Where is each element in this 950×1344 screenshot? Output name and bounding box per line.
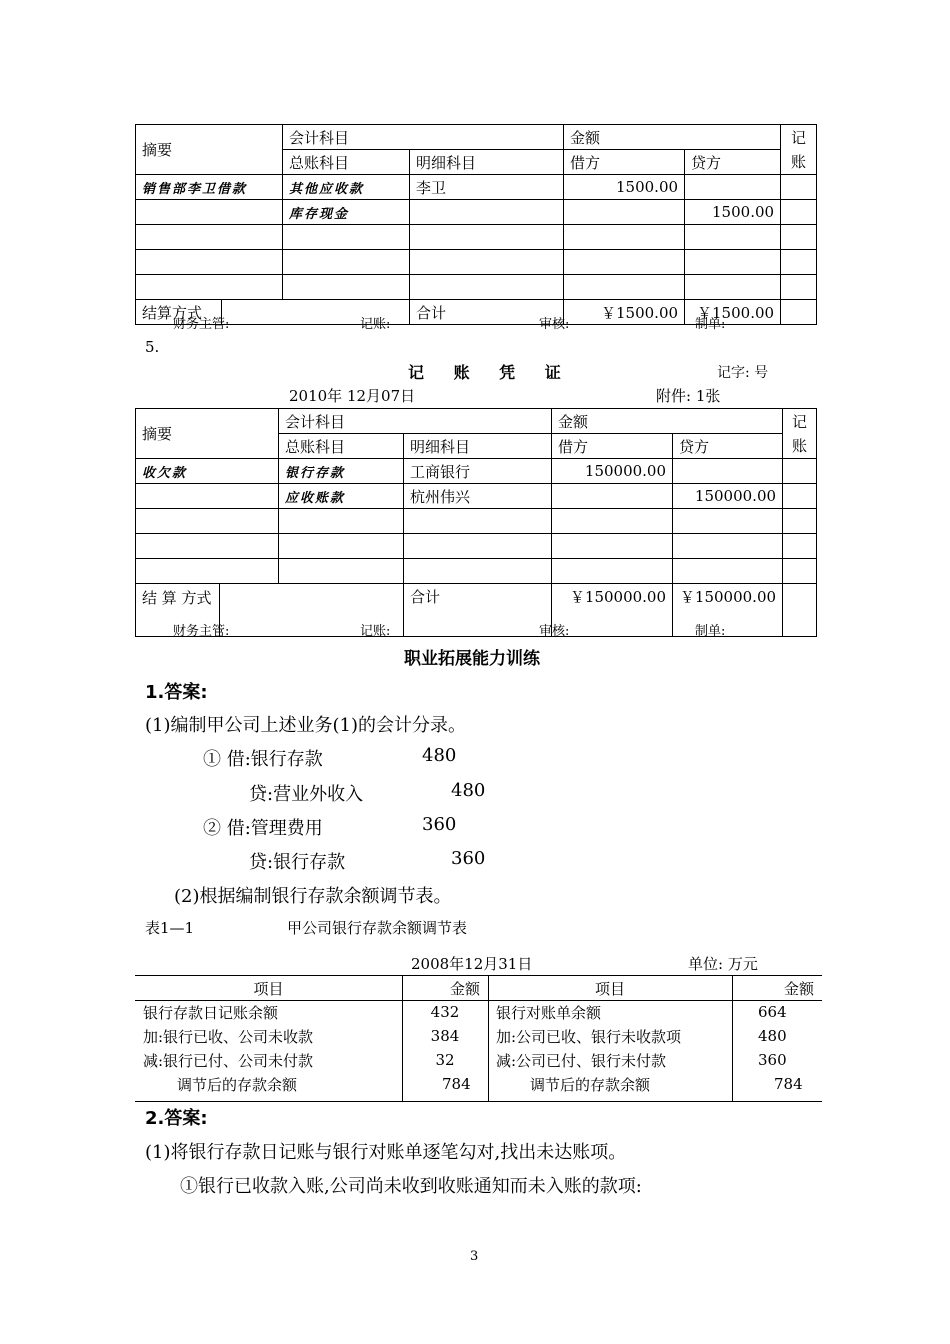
right-amount: 784 (774, 1075, 803, 1093)
row-summary: 销售部李卫借款 (136, 175, 283, 200)
settle-label: 结算方式 (136, 300, 222, 325)
right-amount: 664 (758, 1003, 787, 1021)
total-label: 合计 (410, 300, 564, 325)
empty-row (136, 559, 817, 584)
answer-1-question-2: (2)根据编制银行存款余额调节表。 (174, 886, 452, 907)
table-row (135, 1048, 822, 1072)
detail-account-header: 明细科目 (410, 150, 564, 175)
table-row (136, 175, 817, 200)
page-number: 3 (470, 1249, 479, 1264)
right-item: 减:公司已付、银行未付款 (496, 1051, 667, 1070)
empty-row (136, 509, 817, 534)
summary-header: 摘要 (136, 409, 279, 459)
recon-bottom-rule (135, 1101, 822, 1102)
empty-row (136, 225, 817, 250)
voucher-attachment: 附件: 1张 (656, 387, 721, 405)
row-detail-account (410, 200, 564, 225)
row-credit: 1500.00 (685, 200, 781, 225)
row-summary (136, 200, 283, 225)
entry-1-debit-amount: 480 (422, 745, 457, 766)
general-account-header: 总账科目 (279, 434, 404, 459)
head-amount-right: 金额 (783, 979, 814, 998)
entry-1-debit: ① 借:银行存款 (203, 749, 323, 770)
entry-2-credit-amount: 360 (451, 848, 486, 869)
empty-row (136, 250, 817, 275)
voucher-2-table (135, 408, 817, 637)
answer-2-question-1: (1)将银行存款日记账与银行对账单逐笔勾对,找出未达账项。 (145, 1142, 627, 1163)
voucher-date: 2010年 12月07日 (289, 387, 416, 405)
answer-1-question-1: (1)编制甲公司上述业务(1)的会计分录。 (145, 715, 466, 736)
row-post (781, 200, 817, 225)
entry-1-credit: 贷:营业外收入 (249, 784, 364, 805)
recon-unit: 单位: 万元 (688, 955, 758, 973)
recon-header-row (135, 976, 822, 1000)
entry-2-debit-amount: 360 (422, 814, 457, 835)
answer-2-point-1: ①银行已收款入账,公司尚未收到收账通知而未入账的款项: (180, 1176, 642, 1197)
total-post (781, 300, 817, 325)
item-5-label: 5. (145, 338, 160, 356)
left-amount: 784 (442, 1075, 471, 1093)
row-credit (685, 175, 781, 200)
row-general-account: 其他应收款 (283, 175, 410, 200)
total-debit: ￥150000.00 (552, 584, 673, 637)
row-debit (552, 484, 673, 509)
right-amount: 480 (758, 1027, 787, 1045)
voucher-title: 记 账 凭 证 (408, 363, 573, 382)
right-amount: 360 (758, 1051, 787, 1069)
post-header: 记账 (783, 409, 817, 459)
table-row (136, 459, 817, 484)
credit-header: 贷方 (685, 150, 781, 175)
credit-header: 贷方 (673, 434, 783, 459)
preparer-signature: 制单: (695, 317, 726, 332)
row-debit: 1500.00 (564, 175, 685, 200)
total-credit: ￥150000.00 (673, 584, 783, 637)
row-summary (136, 484, 279, 509)
summary-header: 摘要 (136, 125, 283, 175)
recon-title: 甲公司银行存款余额调节表 (287, 919, 468, 937)
row-detail-account: 工商银行 (404, 459, 552, 484)
amount-header: 金额 (564, 125, 781, 150)
total-credit: ￥1500.00 (685, 300, 781, 325)
preparer-signature: 制单: (695, 624, 726, 639)
head-amount-left: 金额 (449, 979, 480, 998)
entry-2-debit: ② 借:管理费用 (203, 818, 323, 839)
left-amount: 32 (435, 1051, 455, 1069)
general-account-header: 总账科目 (283, 150, 410, 175)
row-credit (673, 459, 783, 484)
debit-header: 借方 (552, 434, 673, 459)
left-item: 减:银行已付、公司未付款 (143, 1051, 314, 1070)
answer-2-heading: 2.答案: (145, 1108, 208, 1129)
auditor-signature: 审核: (539, 317, 570, 332)
left-item: 加:银行已收、公司未收款 (143, 1027, 314, 1046)
right-item: 加:公司已收、银行未收款项 (496, 1027, 682, 1046)
total-label: 合计 (404, 584, 552, 637)
row-detail-account: 李卫 (410, 175, 564, 200)
table-row (135, 1000, 822, 1024)
left-amount: 432 (430, 1003, 460, 1021)
row-summary: 收欠款 (136, 459, 279, 484)
empty-row (136, 534, 817, 559)
row-debit: 150000.00 (552, 459, 673, 484)
row-debit (564, 200, 685, 225)
debit-header: 借方 (564, 150, 685, 175)
right-item: 调节后的存款余额 (530, 1075, 651, 1094)
row-detail-account: 杭州伟兴 (404, 484, 552, 509)
answer-1-heading: 1.答案: (145, 682, 208, 703)
total-post (783, 584, 817, 637)
row-general-account: 库存现金 (283, 200, 410, 225)
left-item: 调节后的存款余额 (177, 1075, 298, 1094)
voucher-1-table (135, 124, 817, 325)
row-post (783, 484, 817, 509)
account-header: 会计科目 (279, 409, 552, 434)
total-debit: ￥1500.00 (564, 300, 685, 325)
bookkeeper-signature: 记账: (360, 624, 391, 639)
left-amount: 384 (430, 1027, 460, 1045)
reconciliation-table (135, 976, 822, 1096)
table-row (135, 1072, 822, 1096)
row-post (783, 459, 817, 484)
table-row (135, 1024, 822, 1048)
supervisor-signature: 财务主管: (173, 317, 230, 332)
table-row (136, 484, 817, 509)
row-general-account: 应收账款 (279, 484, 404, 509)
post-header: 记账 (781, 125, 817, 175)
head-item-left: 项目 (253, 979, 284, 998)
settle-label: 结 算 方式 (136, 584, 220, 637)
table-number: 表1—1 (145, 919, 195, 937)
account-header: 会计科目 (283, 125, 564, 150)
auditor-signature: 审核: (539, 624, 570, 639)
row-post (781, 175, 817, 200)
section-title: 职业拓展能力训练 (404, 649, 540, 669)
entry-2-credit: 贷:银行存款 (249, 852, 346, 873)
amount-header: 金额 (552, 409, 783, 434)
recon-date: 2008年12月31日 (411, 955, 533, 973)
voucher-word: 记字: 号 (717, 365, 769, 381)
bookkeeper-signature: 记账: (360, 317, 391, 332)
detail-account-header: 明细科目 (404, 434, 552, 459)
supervisor-signature: 财务主管: (173, 624, 230, 639)
table-row (136, 200, 817, 225)
empty-row (136, 275, 817, 300)
right-item: 银行对账单余额 (496, 1003, 602, 1022)
left-item: 银行存款日记账余额 (143, 1003, 279, 1022)
row-credit: 150000.00 (673, 484, 783, 509)
entry-1-credit-amount: 480 (451, 780, 486, 801)
row-general-account: 银行存款 (279, 459, 404, 484)
head-item-right: 项目 (594, 979, 625, 998)
